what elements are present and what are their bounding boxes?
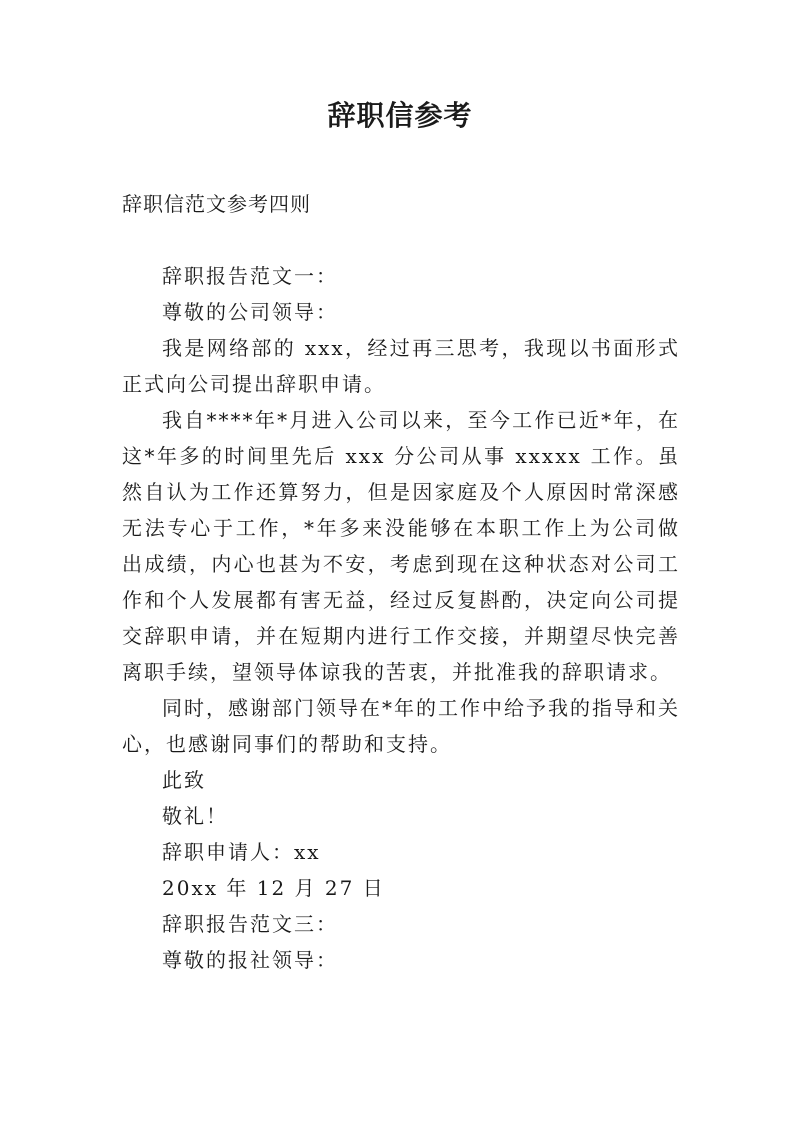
body-paragraph: 同时，感谢部门领导在*年的工作中给予我的指导和关心，也感谢同事们的帮助和支持。: [122, 696, 680, 756]
section-heading: 辞职报告范文一：: [162, 264, 338, 288]
closing-line: 此致: [162, 768, 206, 792]
signature-line: 辞职申请人：xx: [162, 840, 321, 864]
closing-regards: 敬礼！: [162, 804, 228, 828]
document-title: 辞职信参考: [327, 99, 473, 132]
date-line: 20xx 年 12 月 27 日: [162, 876, 385, 900]
section-heading: 辞职报告范文三：: [162, 912, 338, 936]
body-paragraph: 我是网络部的 xxx，经过再三思考，我现以书面形式正式向公司提出辞职申请。: [122, 336, 680, 396]
salutation: 尊敬的报社领导：: [162, 948, 338, 972]
document-subtitle: 辞职信范文参考四则: [122, 192, 311, 216]
document-body: [122, 258, 680, 978]
body-paragraph: 我自****年*月进入公司以来，至今工作已近*年，在这*年多的时间里先后 xxx 分公司从事 xxxxx 工作。虽然自认为工作还算努力，但是因家庭及个人原因时常深感无法专心于工作，*年多来没能够在本职工作上为公司做出成绩，内心也甚为不安，考虑到现在这种状态对公司工作和个人发展都有害无益，经过反复斟酌，决定向公司提交辞职申请，并在短期内进行工作交接，并期望尽快完善离职手续，望领导体谅我的苦衷，并批准我的辞职请求。: [122, 408, 680, 684]
salutation: 尊敬的公司领导：: [162, 300, 338, 324]
